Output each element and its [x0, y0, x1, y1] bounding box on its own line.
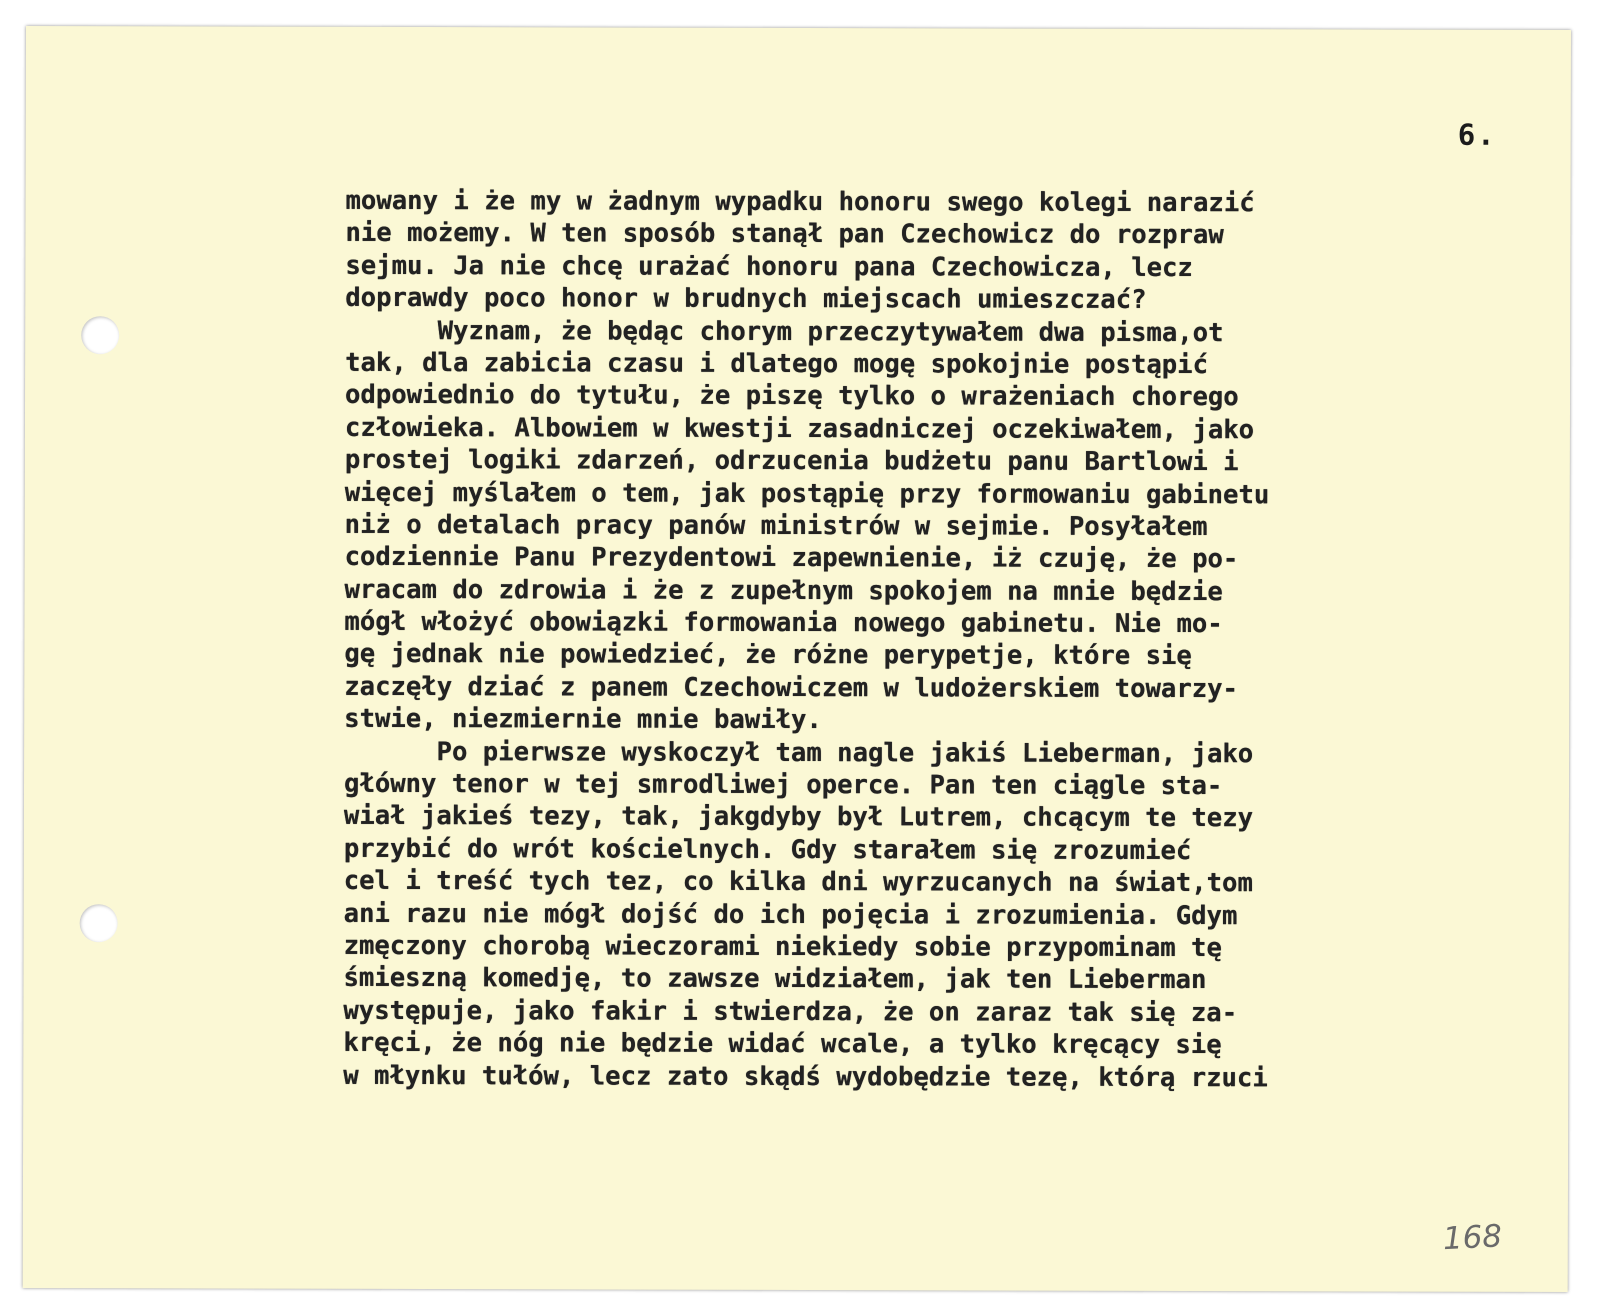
text-line: doprawdy poco honor w brudnych miejscach umieszczać? — [345, 283, 1147, 316]
text-line: śmieszną komedję, to zawsze widziałem, jak ten Lieberman — [343, 963, 1207, 996]
typewritten-page — [23, 26, 1571, 1292]
text-line: tak, dla zabicia czasu i dlatego mogę spokojnie postąpić — [345, 347, 1209, 381]
text-line: kręci, że nóg nie będzie widać wcale, a tylko kręcący się — [343, 1027, 1222, 1061]
text-line: nie możemy. W ten sposób stanął pan Czechowicz do rozpraw — [345, 218, 1224, 251]
text-line: zmęczony chorobą wieczorami niekiedy sobie przypominam tę — [343, 930, 1222, 964]
text-line: w młynku tułów, lecz zato skądś wydobędzie tezę, którą rzuci — [343, 1060, 1268, 1093]
text-line: cel i treść tych tez, co kilka dni wyrzucanych na świat,tom — [343, 866, 1253, 899]
text-line: zaczęły dziać z panem Czechowiczem w ludożerskiem towarzy- — [344, 671, 1239, 705]
text-line: wracam do zdrowia i że z zupełnym spokojem na mnie będzie — [344, 574, 1223, 607]
text-line: główny tenor w tej smrodliwej operce. Pan ten ciągle sta- — [343, 768, 1223, 802]
body-text — [343, 185, 1270, 1094]
archive-folio-number: 168 — [1441, 1218, 1503, 1258]
text-line: codziennie Panu Prezydentowi zapewnienie, iż czuję, że po- — [344, 542, 1239, 575]
text-line: Po pierwsze wyskoczył tam nagle jakiś Lieberman, jako — [344, 736, 1254, 769]
text-line: odpowiednio do tytułu, że piszę tylko o wrażeniach chorego — [344, 380, 1239, 413]
text-line: przybić do wrót kościelnych. Gdy starałem się zrozumieć — [343, 833, 1192, 866]
text-line: stwie, niezmiernie mnie bawiły. — [344, 704, 822, 736]
page-number: 6. — [1457, 117, 1497, 152]
text-line: niż o detalach pracy panów ministrów w sejmie. Posyłałem — [344, 509, 1208, 543]
text-line: wiał jakieś tezy, tak, jakgdyby był Lutrem, chcącym te tezy — [343, 801, 1254, 834]
punch-hole-bottom — [80, 904, 118, 942]
punch-hole-top — [81, 316, 119, 354]
text-line: sejmu. Ja nie chcę urażać honoru pana Czechowicza, lecz — [345, 250, 1193, 283]
text-line: Wyznam, że będąc chorym przeczytywałem dwa pisma,ot — [345, 315, 1224, 348]
text-line: prostej logiki zdarzeń, odrzucenia budżetu panu Bartlowi i — [344, 444, 1239, 478]
text-line: gę jednak nie powiedzieć, że różne perypetje, które się — [344, 639, 1192, 672]
text-line: występuje, jako fakir i stwierdza, że on zaraz tak się za- — [343, 995, 1238, 1028]
text-line: człowieka. Albowiem w kwestji zasadniczej oczekiwałem, jako — [344, 412, 1255, 445]
text-line: ani razu nie mógł dojść do ich pojęcia i zrozumienia. Gdym — [343, 898, 1238, 931]
text-line: więcej myślałem o tem, jak postąpię przy formowaniu gabinetu — [344, 477, 1270, 510]
text-line: mógł włożyć obowiązki formowania nowego gabinetu. Nie mo- — [344, 606, 1223, 640]
text-line: mowany i że my w żadnym wypadku honoru swego kolegi narazić — [345, 185, 1255, 219]
